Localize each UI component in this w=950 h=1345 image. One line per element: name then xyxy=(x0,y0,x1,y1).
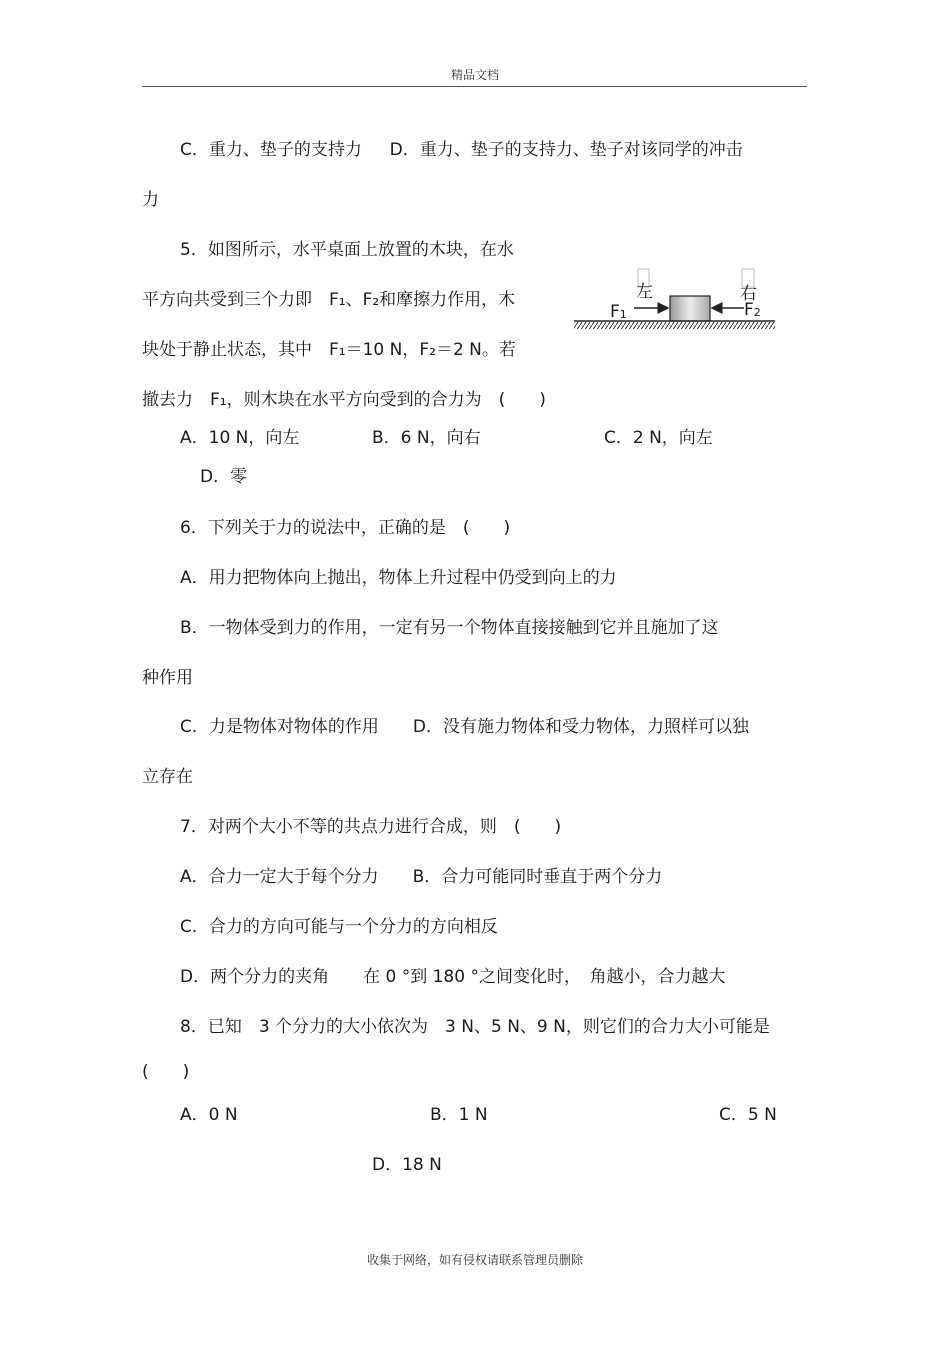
q5-stem-line-3: 块处于静止状态，其中 F₁＝10 N，F₂＝2 N。若 xyxy=(142,340,516,360)
q6-option-b: B．一物体受到力的作用，一定有另一个物体直接接触到它并且施加了这 xyxy=(180,618,719,638)
q8-stem: 8．已知 3 个分力的大小依次为 3 N、5 N、9 N，则它们的合力大小可能是 xyxy=(180,1017,770,1037)
page-footer: 收集于网络，如有侵权请联系管理员删除 xyxy=(366,1253,583,1267)
force-diagram xyxy=(572,265,777,333)
q7-options-ab: A．合力一定大于每个分力 B．合力可能同时垂直于两个分力 xyxy=(180,867,663,887)
q5-stem-line-4: 撤去力 F₁，则木块在水平方向受到的合力为 ( ) xyxy=(142,390,546,410)
header-divider xyxy=(142,86,807,87)
q8-option-d: D．18 N xyxy=(372,1155,442,1175)
f1-label: $F_1$ xyxy=(610,302,627,322)
q7-option-c: C．合力的方向可能与一个分力的方向相反 xyxy=(180,917,498,937)
q6-options-cd-cont: 立存在 xyxy=(142,767,193,787)
q4-options-cd: C．重力、垫子的支持力 D．重力、垫子的支持力、垫子对该同学的冲击 xyxy=(180,140,743,160)
q8-option-c: C．5 N xyxy=(719,1105,777,1125)
q5-option-d: D．零 xyxy=(200,467,248,487)
q6-option-a: A．用力把物体向上抛出，物体上升过程中仍受到向上的力 xyxy=(180,568,617,588)
q7-stem: 7．对两个大小不等的共点力进行合成，则 ( ) xyxy=(180,817,562,837)
q8-option-a: A．0 N xyxy=(180,1105,238,1125)
page-header: 精品文档 xyxy=(450,68,499,82)
q8-stem-cont: ( ) xyxy=(142,1062,190,1082)
q7-option-d: D．两个分力的夹角 在 0 °到 180 °之间变化时， 角越小，合力越大 xyxy=(180,967,726,987)
q5-stem-line-2: 平方向共受到三个力即 F₁、F₂和摩擦力作用，木 xyxy=(142,290,516,310)
q6-option-b-cont: 种作用 xyxy=(142,668,193,688)
right-direction-label: 右 xyxy=(740,284,757,304)
wooden-block xyxy=(670,296,710,321)
q6-options-cd: C．力是物体对物体的作用 D．没有施力物体和受力物体，力照样可以独 xyxy=(180,717,749,737)
q5-option-c: C．2 N，向左 xyxy=(604,428,713,448)
q6-stem: 6．下列关于力的说法中，正确的是 ( ) xyxy=(180,518,511,538)
q8-option-b: B．1 N xyxy=(430,1105,488,1125)
q5-stem-line-1: 5．如图所示，水平桌面上放置的木块，在水 xyxy=(180,240,514,260)
f2-label: $F_2$ xyxy=(744,300,761,320)
q4-options-cd-cont: 力 xyxy=(142,190,159,210)
table-hatching xyxy=(574,322,775,329)
left-direction-label: 左 xyxy=(636,282,653,302)
q5-option-b: B．6 N，向右 xyxy=(372,428,481,448)
q5-option-a: A．10 N，向左 xyxy=(180,428,300,448)
